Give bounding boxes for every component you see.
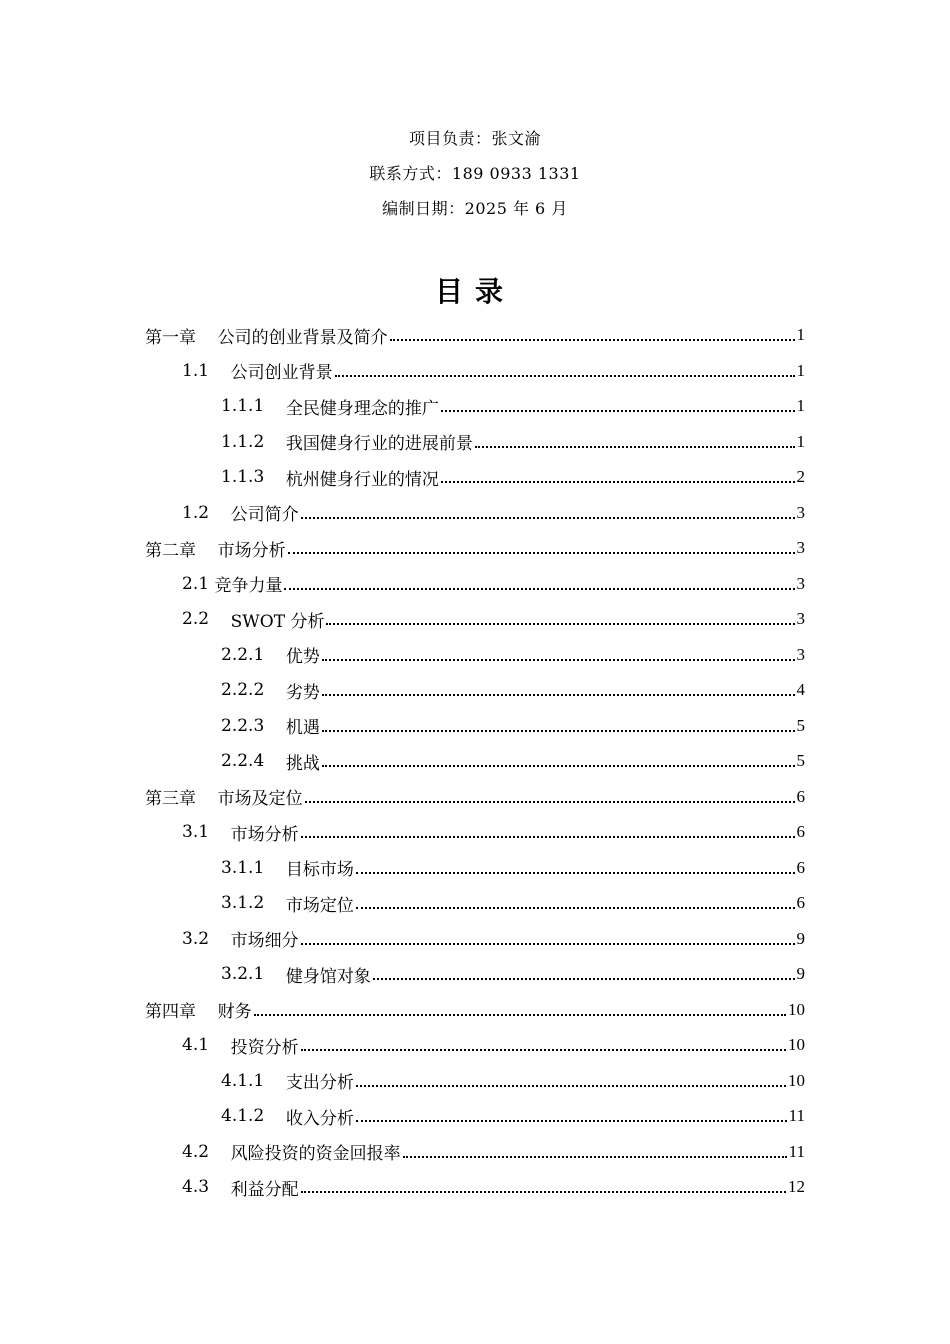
toc-entry-title: 我国健身行业的进展前景 bbox=[285, 434, 473, 454]
toc-entry-title: 利益分配 bbox=[230, 1179, 299, 1200]
toc-entry-title: 市场分析 bbox=[230, 824, 299, 845]
toc-dot-leader bbox=[390, 339, 795, 341]
toc-entry-number: 3.2.1 bbox=[221, 964, 286, 984]
toc-dot-leader bbox=[284, 588, 794, 590]
toc-entry[interactable] bbox=[182, 601, 805, 637]
toc-dot-leader bbox=[322, 765, 795, 767]
toc-entry-number: 2.2 bbox=[182, 609, 231, 629]
toc-entry[interactable] bbox=[182, 814, 805, 850]
toc-dot-leader bbox=[356, 1085, 786, 1087]
toc-dot-leader bbox=[301, 943, 795, 945]
toc-page-number: 11 bbox=[788, 1141, 805, 1161]
toc-entry-number: 3.1.2 bbox=[221, 893, 286, 913]
toc-entry[interactable] bbox=[221, 1098, 805, 1134]
toc-entry-title: 财务 bbox=[217, 1002, 252, 1022]
toc-page-number: 4 bbox=[796, 680, 805, 699]
toc-entry-title: 目标市场 bbox=[285, 860, 354, 880]
toc-dot-leader bbox=[356, 872, 795, 874]
toc-entry[interactable] bbox=[182, 1027, 805, 1063]
toc-entry-title: 全民健身理念的推广 bbox=[285, 398, 439, 419]
toc-entry[interactable] bbox=[182, 566, 805, 602]
toc-page-number: 6 bbox=[796, 822, 805, 841]
toc-page-number: 1 bbox=[796, 396, 805, 415]
toc-entry-number: 1.1 bbox=[182, 360, 231, 381]
toc-entry[interactable] bbox=[182, 1134, 805, 1170]
toc-entry-number: 2.2.2 bbox=[221, 680, 286, 700]
toc-page-number: 9 bbox=[796, 928, 805, 948]
toc-page-number: 6 bbox=[796, 857, 805, 877]
toc-dot-leader bbox=[301, 1049, 786, 1051]
toc-entry[interactable] bbox=[221, 672, 805, 708]
toc-page-number: 10 bbox=[788, 1035, 805, 1054]
toc-entry-number: 1.1.3 bbox=[221, 467, 286, 487]
toc-entry-number: 第一章 bbox=[145, 327, 218, 348]
toc-entry-title: SWOT 分析 bbox=[230, 611, 325, 632]
toc-entry-number: 4.2 bbox=[182, 1141, 231, 1162]
toc-entry-number: 4.1.2 bbox=[221, 1106, 286, 1126]
toc-entry[interactable] bbox=[145, 530, 805, 566]
toc-page-number: 3 bbox=[796, 609, 805, 628]
toc-entry-title: 收入分析 bbox=[285, 1108, 354, 1129]
toc-page-number: 10 bbox=[788, 999, 805, 1019]
contact-info: 联系方式：189 0933 1331 bbox=[369, 164, 581, 183]
toc-entry-number: 3.1.1 bbox=[221, 857, 286, 878]
toc-entry-number: 3.2 bbox=[182, 928, 231, 949]
toc-page-number: 10 bbox=[788, 1070, 805, 1090]
toc-dot-leader bbox=[301, 517, 795, 519]
toc-entry-title: 优势 bbox=[285, 647, 320, 667]
compile-date: 编制日期：2025 年 6 月 bbox=[382, 199, 568, 218]
toc-entry[interactable] bbox=[182, 921, 805, 957]
toc-entry-title: 市场细分 bbox=[230, 931, 299, 951]
toc-dot-leader bbox=[475, 446, 795, 448]
toc-entry-number: 3.1 bbox=[182, 822, 231, 842]
toc-entry-title: 挑战 bbox=[285, 753, 320, 774]
toc-entry[interactable] bbox=[221, 424, 805, 460]
toc-entry-title: 风险投资的资金回报率 bbox=[230, 1144, 401, 1164]
toc-page-number: 9 bbox=[796, 964, 805, 983]
toc-entry[interactable] bbox=[182, 1169, 805, 1205]
toc-page-number: 3 bbox=[796, 502, 805, 522]
toc-entry[interactable] bbox=[221, 708, 805, 744]
toc-entry-title: 市场及定位 bbox=[217, 789, 303, 809]
toc-page-number: 6 bbox=[796, 786, 805, 806]
toc-entry-number: 4.1.1 bbox=[221, 1070, 286, 1091]
toc-page-number: 11 bbox=[788, 1106, 805, 1125]
toc-entry-number: 第四章 bbox=[145, 1002, 218, 1022]
toc-entry-number: 2.2.4 bbox=[221, 751, 286, 771]
toc-dot-leader bbox=[356, 907, 795, 909]
toc-entry[interactable] bbox=[221, 637, 805, 673]
toc-entry[interactable] bbox=[182, 495, 805, 531]
toc-entry-number: 1.1.1 bbox=[221, 396, 286, 416]
toc-entry-title: 市场分析 bbox=[217, 540, 286, 561]
toc-page-number: 12 bbox=[788, 1177, 805, 1196]
toc-entry[interactable] bbox=[221, 885, 805, 921]
toc-page-number: 1 bbox=[796, 431, 805, 451]
toc-entry-title: 杭州健身行业的情况 bbox=[285, 469, 439, 490]
toc-dot-leader bbox=[441, 481, 795, 483]
toc-entry-number: 第三章 bbox=[145, 789, 218, 809]
toc-entry[interactable] bbox=[221, 850, 805, 886]
toc-page-number: 1 bbox=[796, 325, 805, 344]
toc-page-number: 1 bbox=[796, 360, 805, 380]
toc-entry-title: 支出分析 bbox=[285, 1073, 354, 1093]
toc-entry[interactable] bbox=[221, 1063, 805, 1099]
toc-entry-number: 1.1.2 bbox=[221, 431, 286, 452]
toc-dot-leader bbox=[322, 659, 795, 661]
toc-dot-leader bbox=[288, 552, 795, 554]
toc-entry-title: 公司简介 bbox=[230, 505, 299, 525]
toc-entry-number: 第二章 bbox=[145, 540, 218, 561]
toc-entry-title: 劣势 bbox=[285, 682, 320, 703]
toc-entry-number: 2.1 bbox=[182, 573, 215, 594]
toc-entry-title: 竞争力量 bbox=[214, 576, 283, 596]
toc-dot-leader bbox=[403, 1156, 787, 1158]
toc-page-number: 5 bbox=[796, 751, 805, 770]
toc-entry-number: 4.1 bbox=[182, 1035, 231, 1055]
toc-entry[interactable] bbox=[182, 353, 805, 389]
toc-dot-leader bbox=[254, 1014, 786, 1016]
toc-dot-leader bbox=[441, 410, 795, 412]
toc-entry[interactable] bbox=[221, 743, 805, 779]
toc-dot-leader bbox=[322, 730, 795, 732]
toc-entry[interactable] bbox=[221, 459, 805, 495]
toc-page-number: 3 bbox=[796, 573, 805, 593]
toc-entry[interactable] bbox=[221, 956, 805, 992]
toc-entry-title: 公司创业背景 bbox=[230, 363, 333, 383]
toc-page-number: 3 bbox=[796, 644, 805, 664]
toc-dot-leader bbox=[322, 694, 795, 696]
toc-entry[interactable] bbox=[145, 317, 805, 353]
toc-page-number: 2 bbox=[796, 467, 805, 486]
toc-entry[interactable] bbox=[145, 992, 805, 1028]
toc-dot-leader bbox=[356, 1120, 787, 1122]
toc-entry-number: 2.2.3 bbox=[221, 715, 286, 736]
toc-page-number: 5 bbox=[796, 715, 805, 735]
toc-entry-title: 机遇 bbox=[285, 718, 320, 738]
toc-dot-leader bbox=[301, 1191, 786, 1193]
toc-page-number: 3 bbox=[796, 538, 805, 557]
toc-entry[interactable] bbox=[221, 388, 805, 424]
toc-page-number: 6 bbox=[796, 893, 805, 912]
toc-entry-title: 健身馆对象 bbox=[285, 966, 371, 987]
toc-entry-title: 公司的创业背景及简介 bbox=[217, 327, 388, 348]
toc-entry[interactable] bbox=[145, 779, 805, 815]
toc-entry-title: 投资分析 bbox=[230, 1037, 299, 1058]
toc-title: 目录 bbox=[434, 275, 515, 308]
toc-dot-leader bbox=[335, 375, 795, 377]
toc-dot-leader bbox=[326, 623, 794, 625]
toc-dot-leader bbox=[301, 836, 795, 838]
toc-dot-leader bbox=[373, 978, 795, 980]
toc-entry-number: 2.2.1 bbox=[221, 644, 286, 665]
toc-entry-number: 1.2 bbox=[182, 502, 231, 523]
toc-entry-title: 市场定位 bbox=[285, 895, 354, 916]
project-lead: 项目负责：张文渝 bbox=[408, 129, 541, 148]
toc-entry-number: 4.3 bbox=[182, 1177, 231, 1197]
toc-dot-leader bbox=[305, 801, 795, 803]
